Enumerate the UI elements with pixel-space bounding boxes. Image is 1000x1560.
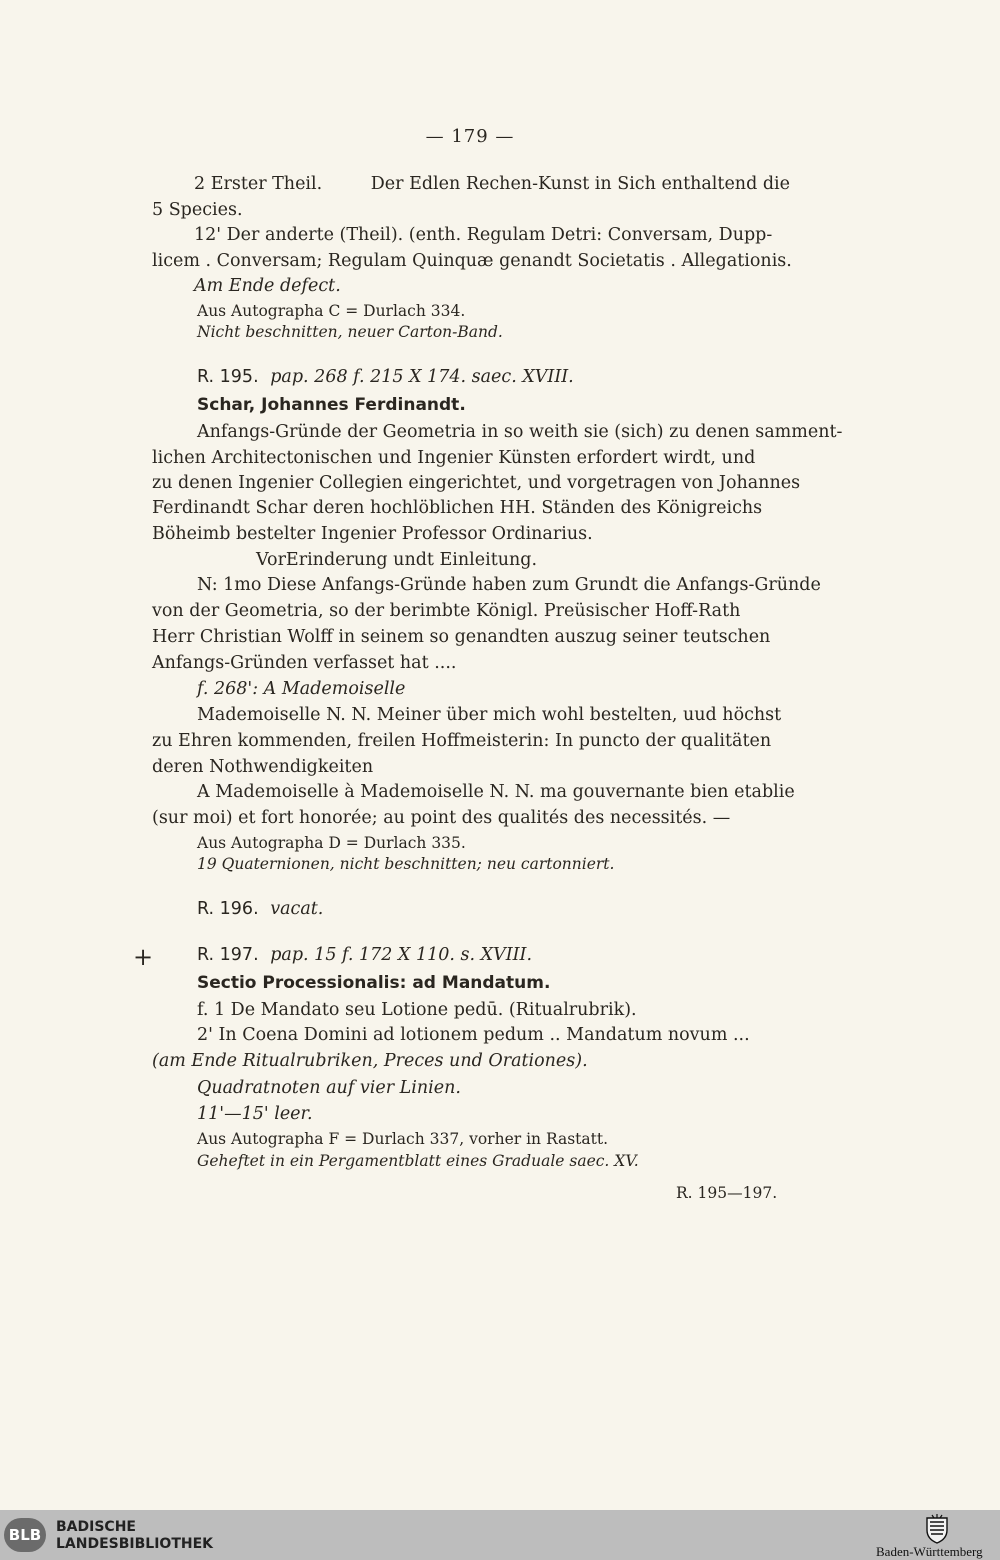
body-line: von der Geometria, so der berimbte Königl. Preüsischer Hoff-Rath — [152, 601, 741, 621]
body-line: 2' In Coena Domini ad lotionem pedum .. Mandatum novum ... — [197, 1025, 750, 1045]
body-line: (sur moi) et fort honorée; au point des qualités des necessités. — — [152, 808, 731, 828]
body-line-part: 2 Erster Theil. — [194, 174, 323, 194]
body-line: zu Ehren kommenden, freilen Hoffmeisterin: In puncto der qualitäten — [152, 731, 772, 751]
body-line: A Mademoiselle à Mademoiselle N. N. ma gouvernante bien etablie — [197, 782, 795, 802]
entry-author: Schar, Johannes Ferdinandt. — [197, 395, 466, 415]
source-note: Aus Autographa C = Durlach 334. — [197, 302, 466, 320]
state-name: Baden-Württemberg — [876, 1544, 983, 1559]
entry-meta: vacat. — [270, 899, 324, 919]
entry-heading — [197, 943, 532, 967]
body-line: 12' Der anderte (Theil). (enth. Regulam Detri: Conversam, Dupp- — [194, 225, 773, 245]
body-line: VorErinderung undt Einleitung. — [256, 550, 538, 570]
margin-plus-mark: + — [133, 943, 154, 971]
body-line: deren Nothwendigkeiten — [152, 757, 374, 777]
body-line: N: 1mo Diese Anfangs-Gründe haben zum Grundt die Anfangs-Gründe — [197, 575, 821, 595]
baden-wuerttemberg-crest-icon — [924, 1514, 950, 1544]
range-note: R. 195—197. — [676, 1184, 778, 1202]
binding-note: Geheftet in ein Pergamentblatt eines Graduale saec. XV. — [197, 1152, 639, 1170]
body-line: Am Ende defect. — [194, 276, 341, 296]
body-line — [152, 172, 790, 196]
entry-title: Sectio Processionalis: ad Mandatum. — [197, 973, 551, 993]
body-line: licem . Conversam; Regulam Quinquæ genandt Societatis . Allegationis. — [152, 251, 792, 271]
source-note: Aus Autographa F = Durlach 337, vorher in Rastatt. — [197, 1130, 609, 1148]
library-name-line2: LANDESBIBLIOTHEK — [56, 1536, 214, 1552]
body-line-text: f. 1 De Mandato seu Lotione pedū. (Ritualrubrik). — [197, 1000, 637, 1020]
body-line: lichen Architectonischen und Ingenier Künsten erfordert wirdt, und — [152, 448, 756, 468]
library-name — [56, 1519, 213, 1553]
binding-note: 19 Quaternionen, nicht beschnitten; neu cartonniert. — [197, 855, 615, 873]
body-line: Herr Christian Wolff in seinem so genandten auszug seiner teutschen — [152, 627, 771, 647]
body-line: (am Ende Ritualrubriken, Preces und Orationes). — [152, 1051, 588, 1071]
body-line: Anfangs-Gründe der Geometria in so weith sie (sich) zu denen samment- — [197, 422, 843, 442]
body-line: Böheimb bestelter Ingenier Professor Ordinarius. — [152, 524, 593, 544]
entry-number: R. 195. — [197, 367, 259, 387]
body-line: 11'—15' leer. — [197, 1104, 313, 1124]
page-body — [152, 0, 843, 1500]
entry-number: R. 196. — [197, 899, 259, 919]
source-note: Aus Autographa D = Durlach 335. — [197, 834, 466, 852]
library-name-line1: BADISCHE — [56, 1519, 136, 1535]
entry-meta: pap. 15 f. 172 X 110. s. XVIII. — [270, 945, 533, 965]
body-line: Ferdinandt Schar deren hochlöblichen HH. Ständen des Königreichs — [152, 498, 763, 518]
page-number: — 179 — — [425, 126, 515, 147]
body-line: 5 Species. — [152, 200, 243, 220]
body-line: Anfangs-Gründen verfasset hat .... — [152, 653, 457, 673]
body-line-part: Der Edlen Rechen-Kunst in Sich enthaltend die — [370, 174, 790, 194]
blb-logo: BLB — [4, 1518, 46, 1552]
body-line: zu denen Ingenier Collegien eingerichtet, und vorgetragen von Johannes — [152, 473, 801, 493]
binding-note: Nicht beschnitten, neuer Carton-Band. — [197, 323, 503, 341]
entry-meta: pap. 268 f. 215 X 174. saec. XVIII. — [270, 367, 574, 387]
entry-number: R. 197. — [197, 945, 259, 965]
body-line: Mademoiselle N. N. Meiner über mich wohl bestelten, uud höchst — [197, 705, 782, 725]
footer-bar — [0, 1510, 1000, 1560]
body-line: f. 268': A Mademoiselle — [197, 679, 406, 699]
entry-heading — [197, 897, 323, 921]
entry-heading — [197, 365, 574, 389]
body-line — [197, 998, 637, 1022]
body-line: Quadratnoten auf vier Linien. — [197, 1078, 461, 1098]
